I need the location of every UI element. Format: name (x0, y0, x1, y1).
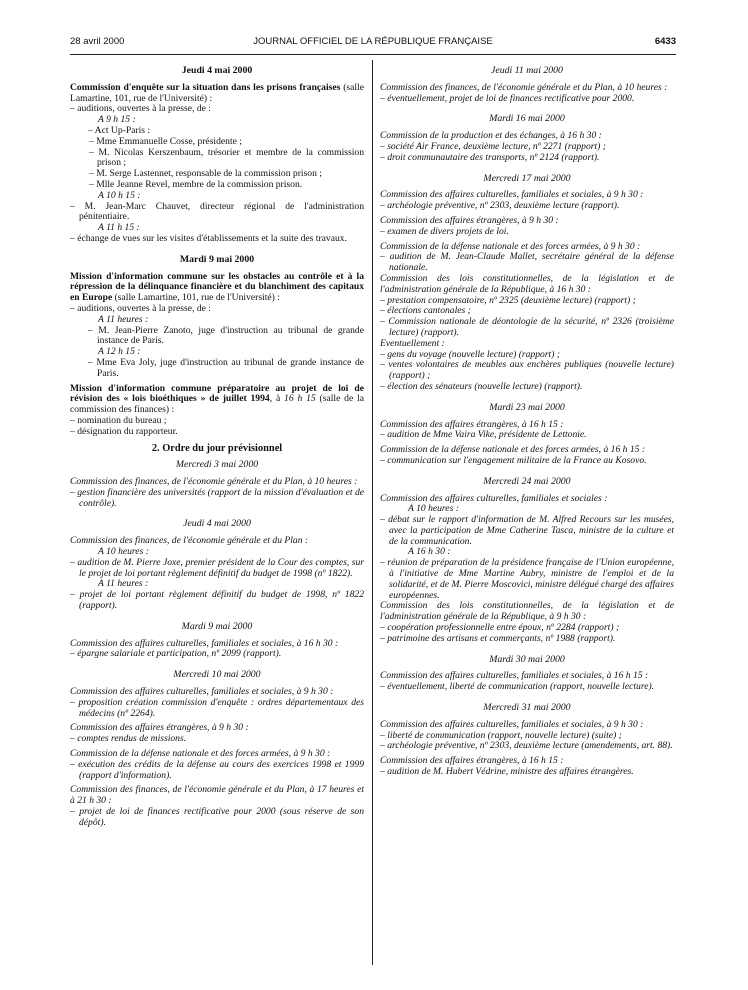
left-column (70, 66, 364, 829)
time-label: A 10 heures : (408, 503, 459, 515)
agenda-item: – Mme Emmanuelle Cosse, présidente ; (89, 135, 242, 147)
agenda-item: – Mme Eva Joly, juge d'instruction au tribunal de grande instance de Paris. (88, 356, 364, 379)
agenda-item: – liberté de communication (rapport, nouvelle lecture) (suite) ; (380, 729, 622, 741)
agenda-subheading: Eventuellement : (380, 337, 445, 349)
commission-title: Mission d'information commune préparatoire au projet de loi de révision des « lois bioéthiques » de juillet 1994 (70, 382, 364, 405)
time-label: A 11 heures : (98, 313, 149, 325)
commission-title: Commission d'enquête sur la situation dans les prisons françaises (70, 81, 341, 93)
agenda-item: – échange de vues sur les visites d'établissements et la suite des travaux. (70, 232, 347, 244)
meeting-entry (70, 384, 364, 416)
meeting-time-prefix: , à (269, 393, 285, 405)
commission-line: Commission des finances, de l'économie générale et du Plan, à 10 heures : (380, 81, 668, 93)
time-label: A 10 heures : (98, 546, 149, 558)
agenda-item: – droit communautaire des transports, nº 2124 (rapport). (380, 151, 600, 163)
agenda-item: – Act Up-Paris : (88, 124, 151, 136)
agenda-item: – communication sur l'engagement militaire de la France au Kosovo. (380, 454, 647, 466)
column-divider (372, 60, 373, 965)
meeting-location: (salle Lamartine, 101, rue de l'Université) : (70, 81, 364, 104)
agenda-item: – auditions, ouvertes à la presse, de : (70, 302, 211, 314)
agenda-item: – élection des sénateurs (nouvelle lecture) (rapport). (380, 380, 583, 392)
commission-line: Commission des lois constitutionnelles, de la législation et de l'administration générale de la République, à 16 h 30 : (380, 272, 674, 295)
agenda-item: – élections cantonales ; (380, 305, 471, 317)
agenda-item: – comptes rendus de missions. (70, 733, 187, 745)
right-column (380, 66, 674, 778)
header-title: JOURNAL OFFICIEL DE LA RÉPUBLIQUE FRANÇAISE (253, 36, 493, 47)
meeting-location: (salle Lamartine, 101, rue de l'Université) : (112, 292, 280, 304)
agenda-item: – projet de loi de finances rectificative pour 2000 (sous réserve de son dépôt). (70, 806, 364, 828)
day-heading: Mardi 9 mai 2000 (179, 253, 255, 265)
commission-line: Commission de la production et des échanges, à 16 h 30 : (380, 130, 602, 142)
commission-line: Commission des affaires culturelles, familiales et sociales, à 9 h 30 : (380, 718, 644, 730)
agenda-item: – éventuellement, liberté de communication (rapport, nouvelle lecture). (380, 681, 655, 693)
agenda-item: – désignation du rapporteur. (70, 425, 178, 437)
agenda-item: – éventuellement, projet de loi de finances rectificative pour 2000. (380, 92, 635, 104)
agenda-item: – nomination du bureau ; (70, 414, 167, 426)
day-heading: Mardi 16 mai 2000 (489, 113, 565, 125)
meeting-entry (70, 83, 364, 105)
commission-line: Commission des finances, de l'économie générale et du Plan, à 17 heures et à 21 h 30 : (70, 784, 364, 807)
time-label: A 9 h 15 : (98, 114, 136, 126)
commission-line: Commission des affaires culturelles, familiales et sociales, à 16 h 15 : (380, 670, 649, 682)
agenda-item: – M. Jean-Pierre Zanoto, juge d'instruction au tribunal de grande instance de Paris. (88, 324, 364, 347)
day-heading: Mercredi 10 mai 2000 (173, 669, 261, 681)
meeting-entry (70, 272, 364, 304)
agenda-item: – exécution des crédits de la défense au cours des exercices 1998 et 1999 (rapport d'information). (70, 758, 364, 781)
time-label: A 16 h 30 : (408, 546, 451, 558)
meeting-location: (salle de la commission des finances) : (70, 393, 364, 416)
agenda-item: – réunion de préparation de la présidence française de l'Union européenne, à l'initiative de Mme Martine Aubry, ministre de l'emploi et de la solidarité, et de M. Pierre Moscovici, ministre délégué chargé des affaires européennes. (380, 557, 674, 601)
commission-line: Commission des affaires culturelles, familiales et sociales, à 9 h 30 : (70, 686, 334, 698)
commission-line: Commission des affaires culturelles, familiales et sociales : (380, 492, 608, 504)
day-heading: Jeudi 4 mai 2000 (181, 65, 253, 76)
time-label: A 12 h 15 : (98, 346, 141, 358)
agenda-item: – Mlle Jeanne Revel, membre de la commission prison. (89, 178, 303, 190)
commission-line: Commission des affaires étrangères, à 9 h 30 : (70, 722, 249, 734)
agenda-item: – patrimoine des artisans et commerçants, nº 1988 (rapport). (380, 632, 616, 644)
time-label: A 11 h 15 : (98, 222, 140, 234)
time-label: A 10 h 15 : (98, 189, 141, 201)
day-heading: Mardi 9 mai 2000 (181, 620, 253, 632)
agenda-item: – audition de M. Pierre Joxe, premier président de la Cour des comptes, sur le projet de loi portant règlement définitif du budget de 1998 (nº 1822). (70, 556, 364, 579)
agenda-item: – audition de M. Jean-Claude Mallet, secrétaire général de la défense nationale. (380, 251, 674, 274)
day-heading: Mercredi 31 mai 2000 (483, 702, 571, 714)
agenda-item: – proposition création commission d'enquête : ordres départementaux des médecins (nº 2264). (70, 696, 364, 719)
commission-line: Commission des affaires étrangères, à 9 h 30 : (380, 214, 559, 226)
agenda-item: – audition de M. Hubert Védrine, ministre des affaires étrangères. (380, 766, 634, 778)
agenda-item: – examen de divers projets de loi. (380, 225, 509, 237)
agenda-item: – Commission nationale de déontologie de la sécurité, nº 2326 (troisième lecture) (rapport). (380, 316, 674, 338)
commission-title: Mission d'information commune sur les obstacles au contrôle et à la répression de la délinquance financière et du blanchiment des capitaux en Europe (70, 270, 364, 304)
agenda-item: – auditions, ouvertes à la presse, de : (70, 103, 211, 115)
agenda-item: – gens du voyage (nouvelle lecture) (rapport) ; (380, 348, 560, 360)
agenda-item: – prestation compensatoire, nº 2325 (deuxième lecture) (rapport) ; (380, 294, 636, 306)
agenda-item: – projet de loi portant règlement définitif du budget de 1998, nº 1822 (rapport). (70, 589, 364, 612)
agenda-item: – gestion financière des universités (rapport de la mission d'évaluation et de contrôle). (70, 486, 364, 509)
commission-line: Commission des affaires étrangères, à 16 h 15 : (380, 418, 564, 430)
commission-line: Commission des affaires culturelles, familiales et sociales, à 16 h 30 : (70, 637, 339, 649)
commission-line: Commission de la défense nationale et des forces armées, à 9 h 30 : (70, 748, 331, 760)
commission-line: Commission des finances, de l'économie générale et du Plan, à 10 heures : (70, 476, 358, 488)
agenda-item: – société Air France, deuxième lecture, nº 2271 (rapport) ; (380, 140, 606, 152)
commission-line: Commission de la défense nationale et des forces armées, à 16 h 15 : (380, 444, 646, 456)
agenda-item: – M. Jean-Marc Chauvet, directeur régional de l'administration pénitentiaire. (70, 200, 364, 223)
page-header (70, 36, 676, 50)
day-heading: Jeudi 11 mai 2000 (491, 65, 563, 76)
commission-line: Commission de la défense nationale et des forces armées, à 9 h 30 : (380, 240, 641, 252)
header-page-number: 6433 (654, 36, 676, 47)
day-heading: Jeudi 4 mai 2000 (183, 518, 251, 530)
agenda-item: – coopération professionnelle entre époux, nº 2284 (rapport) ; (380, 622, 620, 634)
time-label: A 11 heures : (98, 578, 149, 590)
agenda-item: – audition de Mme Vaira Vike, présidente de Lettonie. (380, 429, 587, 441)
agenda-item: – M. Serge Lastennet, responsable de la commission prison ; (89, 168, 322, 180)
day-heading: Mardi 23 mai 2000 (489, 401, 565, 413)
meeting-time: 16 h 15 (284, 393, 316, 405)
header-rule (70, 54, 676, 55)
day-heading: Mercredi 3 mai 2000 (175, 459, 259, 471)
day-heading: Mercredi 17 mai 2000 (483, 172, 571, 184)
day-heading: Mercredi 24 mai 2000 (483, 475, 571, 487)
section-heading: 2. Ordre du jour prévisionnel (151, 442, 283, 454)
agenda-item: – débat sur le rapport d'information de M. Alfred Recours sur les musées, avec la participation de Mme Catherine Tasca, ministre de la culture et de la communication. (380, 514, 674, 547)
agenda-item: – archéologie préventive, nº 2303, deuxième lecture (rapport). (380, 200, 620, 212)
header-date: 28 avril 2000 (70, 36, 125, 47)
commission-line: Commission des finances, de l'économie générale et du Plan : (70, 535, 309, 547)
agenda-item: – archéologie préventive, nº 2303, deuxième lecture (amendements, art. 88). (380, 740, 673, 752)
commission-line: Commission des affaires culturelles, familiales et sociales, à 9 h 30 : (380, 189, 644, 201)
commission-line: Commission des affaires étrangères, à 16 h 15 : (380, 755, 564, 767)
agenda-item: – épargne salariale et participation, nº 2099 (rapport). (70, 648, 282, 660)
agenda-item: – M. Nicolas Kerszenbaum, trésorier et membre de la commission prison ; (89, 146, 364, 169)
day-heading: Mardi 30 mai 2000 (489, 653, 565, 665)
agenda-item: – ventes volontaires de meubles aux enchères publiques (nouvelle lecture) (rapport) ; (380, 359, 674, 382)
commission-line: Commission des lois constitutionnelles, de la législation et de l'administration générale de la République, à 9 h 30 : (380, 600, 674, 623)
